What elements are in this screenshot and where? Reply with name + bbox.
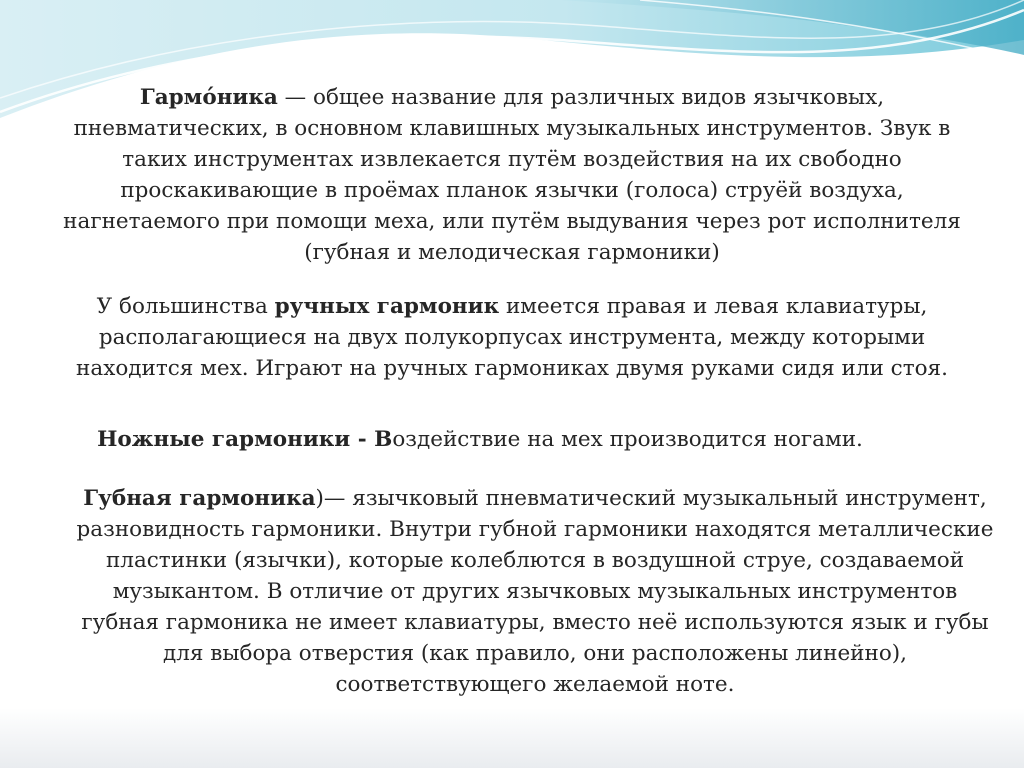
paragraph-text: — общее название для различных видов язычковых, пневматических, в основном клавишных музыкальных инструментов. Звук в таких инструментах извлекается путём воздействия на их свободно проскакивающие в проёмах планок язычки (голоса) струёй воздуха, нагнетаемого при помощи меха, или путём выдувания через рот исполнителя (губная и мелодическая гармоники) (63, 85, 961, 265)
paragraph-hand-harmonicas (60, 291, 964, 384)
paragraph-text-before: У большинства (96, 294, 275, 319)
term-mouth-harmonica: Губная гармоника (83, 486, 316, 511)
paragraph-text-after: )— язычковый пневматический музыкальный инструмент, разновидность гармоники. Внутри губной гармоники находятся металлические пластинки (язычки), которые колеблются в воздушной струе, создаваемой музыкантом. В отличие от других язычковых музыкальных инструментов губная гармоника не имеет клавиатуры, вместо неё используются язык и губы для выбора отверстия (как правило, они расположены линейно), соответствующего желаемой ноте. (76, 486, 994, 697)
paragraph-text-after: оздействие на мех производится ногами. (392, 427, 863, 452)
term-hand-harmonicas: ручных гармоник (274, 294, 500, 319)
term-harmonica: Гармо́ника (139, 85, 278, 110)
paragraph-foot-harmonicas (60, 424, 900, 455)
paragraph-harmonica-definition (50, 82, 974, 268)
paragraph-text-after: имеется правая и левая клавиатуры, располагающиеся на двух полукорпусах инструмента, между которыми находится мех. Играют на ручных гармониках двумя руками сидя или стоя. (76, 294, 948, 381)
term-foot-harmonicas: Ножные гармоники - В (97, 427, 393, 452)
paragraph-mouth-harmonica (75, 483, 995, 700)
bottom-shade (0, 708, 1024, 768)
